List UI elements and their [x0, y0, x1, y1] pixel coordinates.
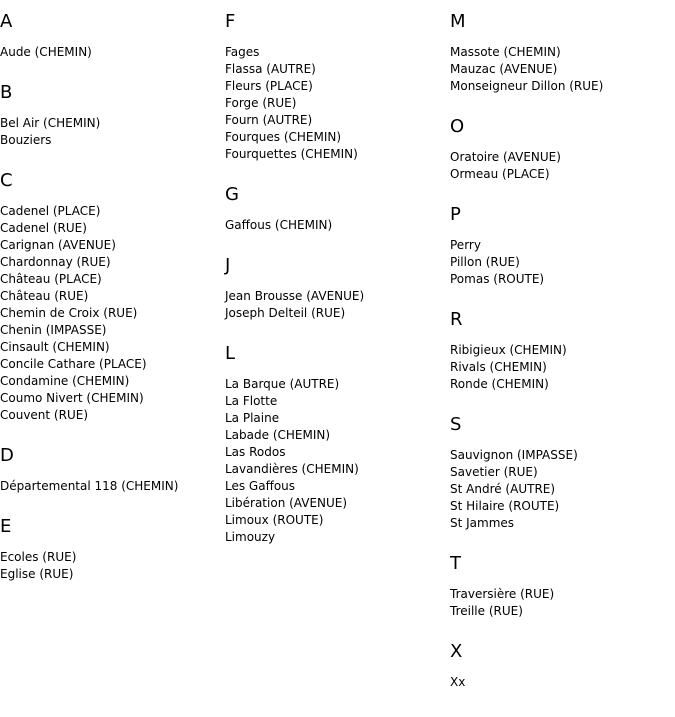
- street-list: [225, 217, 450, 234]
- letter-section-e: [0, 516, 225, 583]
- letter-section-f: [225, 11, 450, 163]
- letter-heading: F: [225, 11, 236, 32]
- street-item: Savetier (RUE): [450, 465, 538, 479]
- street-list: [225, 44, 450, 163]
- street-item: Treille (RUE): [450, 604, 523, 618]
- letter-heading: J: [225, 255, 231, 276]
- letter-section-r: [450, 309, 675, 393]
- street-list: [450, 237, 675, 288]
- letter-heading: S: [450, 414, 462, 435]
- street-item: St André (AUTRE): [450, 482, 556, 496]
- street-item: Labade (CHEMIN): [225, 428, 331, 442]
- index-column-3: [450, 0, 675, 691]
- street-item: Chemin de Croix (RUE): [0, 306, 138, 320]
- street-item: Jean Brousse (AVENUE): [225, 289, 365, 303]
- letter-section-g: [225, 184, 450, 234]
- street-item: Château (PLACE): [0, 272, 102, 286]
- street-item: Condamine (CHEMIN): [0, 374, 130, 388]
- street-item: Concile Cathare (PLACE): [0, 357, 147, 371]
- street-list: [450, 586, 675, 620]
- street-item: Limoux (ROUTE): [225, 513, 324, 527]
- street-item: Rivals (CHEMIN): [450, 360, 547, 374]
- street-item: Las Rodos: [225, 445, 286, 459]
- letter-section-d: [0, 445, 225, 495]
- street-item: Cadenel (PLACE): [0, 204, 101, 218]
- street-item: Flassa (AUTRE): [225, 62, 316, 76]
- street-list: [225, 376, 450, 546]
- letter-heading: C: [0, 170, 13, 191]
- street-item: Gaffous (CHEMIN): [225, 218, 333, 232]
- street-item: Chardonnay (RUE): [0, 255, 111, 269]
- letter-heading: T: [450, 553, 461, 574]
- street-item: Carignan (AVENUE): [0, 238, 116, 252]
- street-list: [450, 44, 675, 95]
- letter-section-b: [0, 82, 225, 149]
- letter-section-j: [225, 255, 450, 322]
- letter-heading: L: [225, 343, 236, 364]
- letter-section-o: [450, 116, 675, 183]
- street-item: Traversière (RUE): [450, 587, 555, 601]
- street-item: Xx: [450, 675, 466, 689]
- street-item: Ribigieux (CHEMIN): [450, 343, 567, 357]
- letter-heading: P: [450, 204, 461, 225]
- street-item: St Hilaire (ROUTE): [450, 499, 560, 513]
- street-item: Monseigneur Dillon (RUE): [450, 79, 604, 93]
- street-list: [450, 447, 675, 532]
- letter-section-s: [450, 414, 675, 532]
- street-item: Forge (RUE): [225, 96, 297, 110]
- street-item: Perry: [450, 238, 481, 252]
- letter-heading: E: [0, 516, 12, 537]
- letter-section-p: [450, 204, 675, 288]
- letter-section-x: [450, 641, 675, 691]
- street-list: [0, 478, 225, 495]
- street-item: Fourn (AUTRE): [225, 113, 313, 127]
- street-item: La Plaine: [225, 411, 280, 425]
- street-list: [225, 288, 450, 322]
- street-item: Oratoire (AVENUE): [450, 150, 561, 164]
- letter-heading: O: [450, 116, 465, 137]
- street-item: Aude (CHEMIN): [0, 45, 92, 59]
- street-item: Cinsault (CHEMIN): [0, 340, 110, 354]
- street-item: Sauvignon (IMPASSE): [450, 448, 578, 462]
- street-item: Ormeau (PLACE): [450, 167, 550, 181]
- street-item: Fages: [225, 45, 260, 59]
- street-list: [0, 115, 225, 149]
- street-item: Pillon (RUE): [450, 255, 520, 269]
- street-item: Massote (CHEMIN): [450, 45, 561, 59]
- street-item: Château (RUE): [0, 289, 89, 303]
- street-item: Fleurs (PLACE): [225, 79, 313, 93]
- street-item: La Barque (AUTRE): [225, 377, 340, 391]
- letter-heading: B: [0, 82, 13, 103]
- street-item: Ronde (CHEMIN): [450, 377, 549, 391]
- letter-heading: G: [225, 184, 239, 205]
- letter-heading: D: [0, 445, 14, 466]
- street-item: Chenin (IMPASSE): [0, 323, 107, 337]
- street-item: Mauzac (AVENUE): [450, 62, 558, 76]
- street-item: Libération (AVENUE): [225, 496, 348, 510]
- street-item: Lavandières (CHEMIN): [225, 462, 359, 476]
- street-item: Fourquettes (CHEMIN): [225, 147, 358, 161]
- letter-section-t: [450, 553, 675, 620]
- letter-heading: X: [450, 641, 463, 662]
- street-item: Limouzy: [225, 530, 276, 544]
- street-list: [450, 342, 675, 393]
- index-column-2: [225, 0, 450, 546]
- street-item: Bel Air (CHEMIN): [0, 116, 101, 130]
- letter-section-l: [225, 343, 450, 546]
- street-item: Les Gaffous: [225, 479, 296, 493]
- street-item: Coumo Nivert (CHEMIN): [0, 391, 144, 405]
- street-item: Bouziers: [0, 133, 52, 147]
- street-item: Ecoles (RUE): [0, 550, 77, 564]
- street-item: Joseph Delteil (RUE): [225, 306, 346, 320]
- letter-heading: A: [0, 11, 13, 32]
- letter-section-a: [0, 11, 225, 61]
- street-item: Couvent (RUE): [0, 408, 89, 422]
- street-list: [0, 44, 225, 61]
- street-item: St Jammes: [450, 516, 515, 530]
- street-item: Pomas (ROUTE): [450, 272, 545, 286]
- index-column-1: [0, 0, 225, 583]
- street-item: Eglise (RUE): [0, 567, 74, 581]
- street-item: Cadenel (RUE): [0, 221, 87, 235]
- letter-section-c: [0, 170, 225, 424]
- street-list: [0, 203, 225, 424]
- street-list: [0, 549, 225, 583]
- letter-heading: R: [450, 309, 463, 330]
- street-item: Départemental 118 (CHEMIN): [0, 479, 179, 493]
- street-list: [450, 149, 675, 183]
- letter-heading: M: [450, 11, 466, 32]
- letter-section-m: [450, 11, 675, 95]
- street-list: [450, 674, 675, 691]
- street-item: La Flotte: [225, 394, 278, 408]
- street-item: Fourques (CHEMIN): [225, 130, 342, 144]
